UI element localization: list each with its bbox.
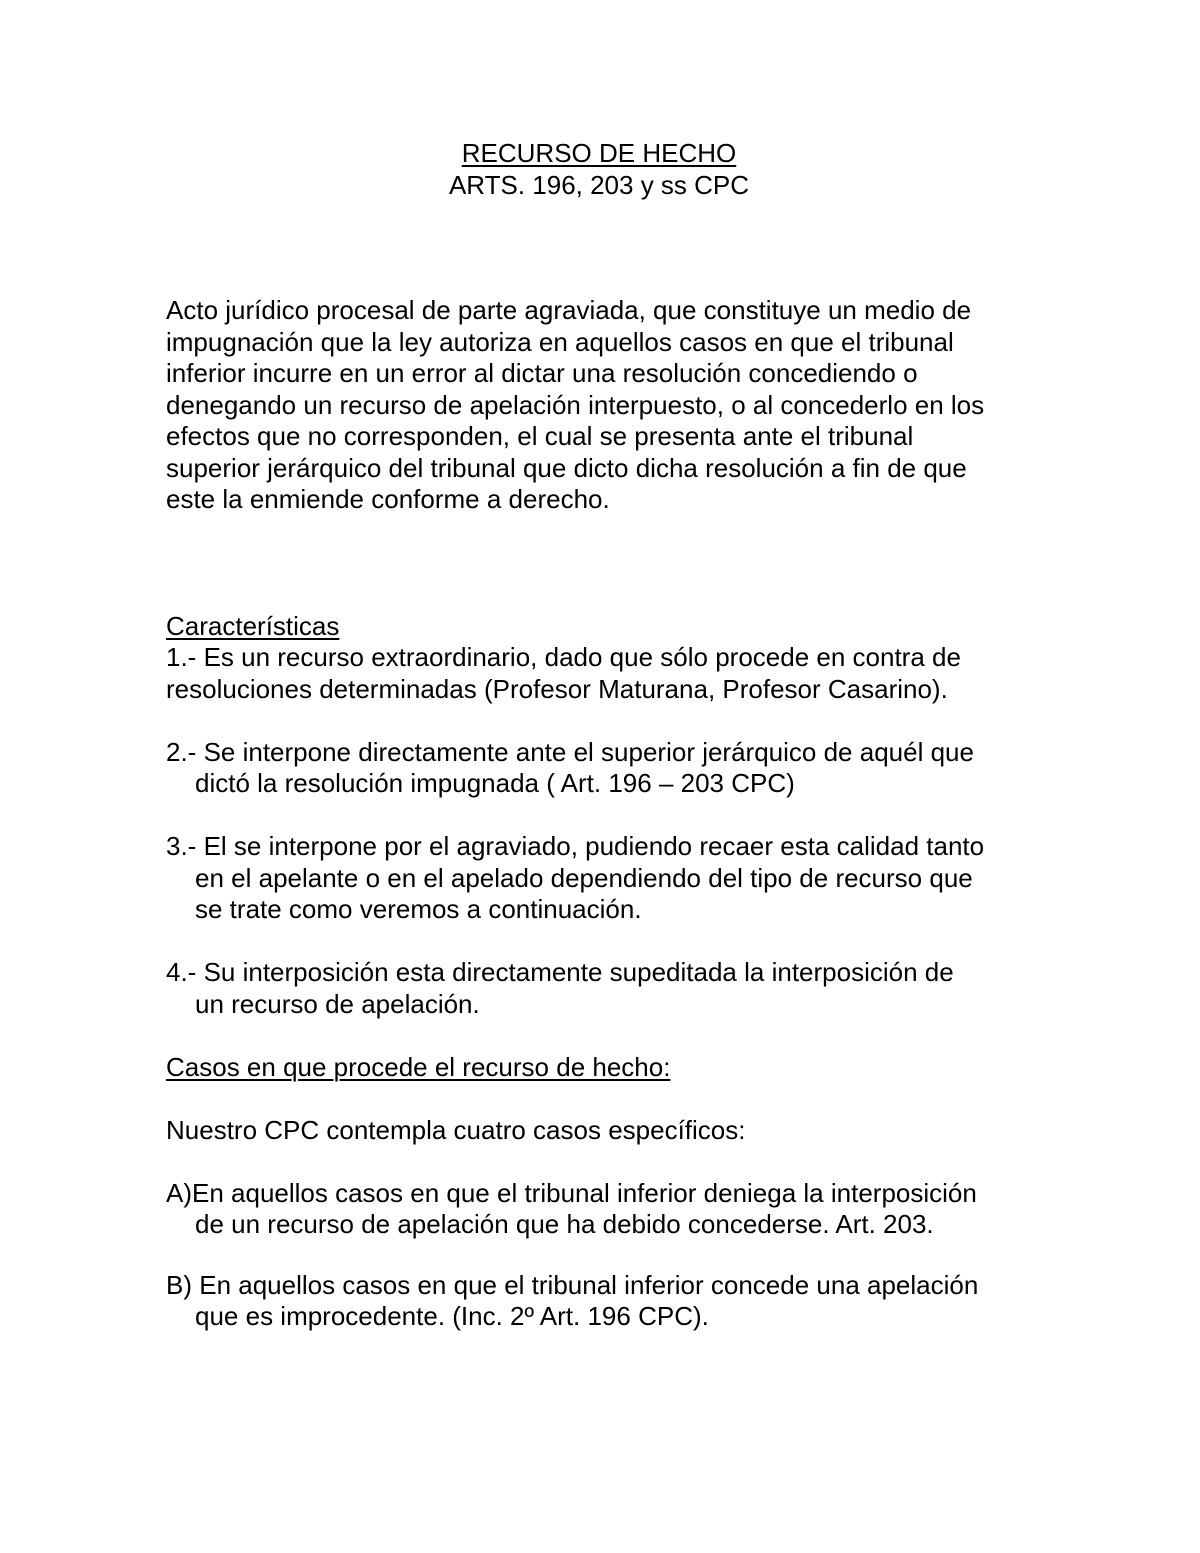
document-title: RECURSO DE HECHO — [461, 138, 737, 168]
definition-line: denegando un recurso de apelación interpuesto, o al concederlo en los — [166, 389, 985, 420]
case-item-a — [166, 1178, 1032, 1241]
characteristic-line: resoluciones determinadas (Profesor Maturana, Profesor Casarino). — [166, 673, 948, 704]
characteristic-item-4 — [166, 957, 1032, 1020]
definition-line: inferior incurre en un error al dictar una resolución concediendo o — [166, 358, 918, 388]
document-page — [166, 138, 1032, 1333]
document-header — [166, 138, 1032, 201]
definition-paragraph — [166, 295, 1032, 516]
document-subtitle: ARTS. 196, 203 y ss CPC — [448, 169, 750, 200]
cases-intro: Nuestro CPC contempla cuatro casos específicos: — [166, 1114, 746, 1145]
characteristic-line: en el apelante o en el apelado dependiendo del tipo de recurso que — [195, 862, 973, 893]
characteristic-line: un recurso de apelación. — [195, 988, 480, 1019]
definition-line: Acto jurídico procesal de parte agraviada, que constituye un medio de — [166, 295, 972, 325]
definition-line: efectos que no corresponden, el cual se presenta ante el tribunal — [166, 421, 914, 451]
characteristic-line: se trate como veremos a continuación. — [195, 894, 642, 924]
characteristic-item-3 — [166, 831, 1032, 926]
definition-line: este la enmiende conforme a derecho. — [166, 484, 610, 514]
case-line: A)En aquellos casos en que el tribunal inferior deniega la interposición — [166, 1177, 977, 1208]
characteristic-line: 1.- Es un recurso extraordinario, dado que sólo procede en contra de — [166, 642, 961, 672]
characteristic-item-1 — [166, 642, 1032, 705]
characteristic-line: 4.- Su interposición esta directamente supeditada la interposición de — [166, 957, 954, 987]
case-item-b — [166, 1270, 1032, 1333]
characteristics-heading: Características — [166, 610, 340, 641]
case-line: que es improcedente. (Inc. 2º Art. 196 CPC). — [195, 1301, 709, 1331]
characteristic-line: 3.- El se interpone por el agraviado, pudiendo recaer esta calidad tanto — [166, 831, 985, 861]
characteristic-item-2 — [166, 737, 1032, 800]
definition-line: impugnación que la ley autoriza en aquellos casos en que el tribunal — [166, 326, 954, 357]
case-line: B) En aquellos casos en que el tribunal inferior concede una apelación — [166, 1269, 979, 1300]
cases-heading: Casos en que procede el recurso de hecho: — [166, 1051, 671, 1082]
case-line: de un recurso de apelación que ha debido concederse. Art. 203. — [195, 1209, 934, 1239]
characteristic-line: dictó la resolución impugnada ( Art. 196 – 203 CPC) — [195, 768, 795, 798]
characteristic-line: 2.- Se interpone directamente ante el superior jerárquico de aquél que — [166, 736, 974, 767]
definition-line: superior jerárquico del tribunal que dicto dicha resolución a fin de que — [166, 452, 967, 483]
